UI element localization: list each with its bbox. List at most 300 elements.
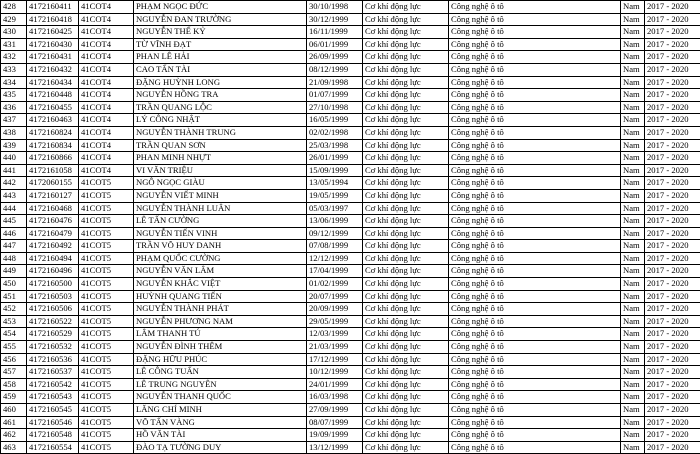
birth-date-cell: 30/10/1998	[307, 1, 363, 14]
course-period-cell: 2017 - 2020	[645, 139, 700, 152]
table-row	[1, 341, 700, 354]
full-name-cell: NGUYỄN VIẾT MINH	[134, 189, 307, 202]
full-name-cell: NGÔ NGỌC GIÀU	[134, 177, 307, 190]
full-name-cell: NGUYỄN ĐAN TRƯỜNG	[134, 13, 307, 26]
gender-cell: Nam	[621, 441, 645, 454]
row-number-cell: 455	[1, 341, 27, 354]
faculty-cell: Cơ khí động lực	[363, 164, 449, 177]
gender-cell: Nam	[621, 189, 645, 202]
gender-cell: Nam	[621, 114, 645, 127]
course-period-cell: 2017 - 2020	[645, 89, 700, 102]
gender-cell: Nam	[621, 328, 645, 341]
gender-cell: Nam	[621, 38, 645, 51]
faculty-cell: Cơ khí động lực	[363, 215, 449, 228]
birth-date-cell: 13/12/1999	[307, 441, 363, 454]
birth-date-cell: 08/07/1999	[307, 416, 363, 429]
class-code-cell: 41COT5	[79, 227, 134, 240]
table-row	[1, 416, 700, 429]
course-period-cell: 2017 - 2020	[645, 38, 700, 51]
major-cell: Công nghệ ô tô	[449, 139, 621, 152]
course-period-cell: 2017 - 2020	[645, 13, 700, 26]
gender-cell: Nam	[621, 202, 645, 215]
class-code-cell: 41COT5	[79, 290, 134, 303]
gender-cell: Nam	[621, 265, 645, 278]
row-number-cell: 431	[1, 38, 27, 51]
table-row	[1, 152, 700, 165]
table-row	[1, 429, 700, 442]
faculty-cell: Cơ khí động lực	[363, 1, 449, 14]
major-cell: Công nghệ ô tô	[449, 404, 621, 417]
table-row	[1, 139, 700, 152]
major-cell: Công nghệ ô tô	[449, 164, 621, 177]
course-period-cell: 2017 - 2020	[645, 177, 700, 190]
full-name-cell: NGUYỄN TIẾN VINH	[134, 227, 307, 240]
class-code-cell: 41COT5	[79, 441, 134, 454]
row-number-cell: 438	[1, 126, 27, 139]
full-name-cell: NGUYỄN THÀNH PHÁT	[134, 303, 307, 316]
row-number-cell: 457	[1, 366, 27, 379]
table-row	[1, 76, 700, 89]
class-code-cell: 41COT4	[79, 1, 134, 14]
class-code-cell: 41COT4	[79, 51, 134, 64]
faculty-cell: Cơ khí động lực	[363, 391, 449, 404]
student-id-cell: 4172160463	[27, 114, 79, 127]
course-period-cell: 2017 - 2020	[645, 404, 700, 417]
course-period-cell: 2017 - 2020	[645, 265, 700, 278]
table-row	[1, 290, 700, 303]
course-period-cell: 2017 - 2020	[645, 378, 700, 391]
birth-date-cell: 24/01/1999	[307, 378, 363, 391]
full-name-cell: ĐẶNG HỮU PHÚC	[134, 353, 307, 366]
row-number-cell: 450	[1, 278, 27, 291]
table-row	[1, 391, 700, 404]
major-cell: Công nghệ ô tô	[449, 366, 621, 379]
full-name-cell: NGUYỄN ĐÌNH THÊM	[134, 341, 307, 354]
student-id-cell: 4172160529	[27, 328, 79, 341]
table-row	[1, 114, 700, 127]
birth-date-cell: 05/03/1997	[307, 202, 363, 215]
birth-date-cell: 20/07/1999	[307, 290, 363, 303]
faculty-cell: Cơ khí động lực	[363, 13, 449, 26]
birth-date-cell: 15/09/1999	[307, 164, 363, 177]
course-period-cell: 2017 - 2020	[645, 51, 700, 64]
birth-date-cell: 16/11/1999	[307, 26, 363, 39]
birth-date-cell: 01/02/1999	[307, 278, 363, 291]
full-name-cell: NGUYỄN THẾ KỶ	[134, 26, 307, 39]
full-name-cell: LÊ CÔNG TUẤN	[134, 366, 307, 379]
table-row	[1, 328, 700, 341]
table-row	[1, 265, 700, 278]
full-name-cell: TỪ VĨNH ĐẠT	[134, 38, 307, 51]
course-period-cell: 2017 - 2020	[645, 227, 700, 240]
course-period-cell: 2017 - 2020	[645, 252, 700, 265]
class-code-cell: 41COT5	[79, 278, 134, 291]
major-cell: Công nghệ ô tô	[449, 416, 621, 429]
table-row	[1, 252, 700, 265]
row-number-cell: 440	[1, 152, 27, 165]
gender-cell: Nam	[621, 63, 645, 76]
row-number-cell: 458	[1, 378, 27, 391]
major-cell: Công nghệ ô tô	[449, 378, 621, 391]
student-id-cell: 4172160554	[27, 441, 79, 454]
table-row	[1, 164, 700, 177]
gender-cell: Nam	[621, 164, 645, 177]
major-cell: Công nghệ ô tô	[449, 101, 621, 114]
row-number-cell: 434	[1, 76, 27, 89]
class-code-cell: 41COT4	[79, 38, 134, 51]
gender-cell: Nam	[621, 315, 645, 328]
full-name-cell: HUỲNH QUANG TIẾN	[134, 290, 307, 303]
faculty-cell: Cơ khí động lực	[363, 126, 449, 139]
major-cell: Công nghệ ô tô	[449, 391, 621, 404]
full-name-cell: LÂM THANH TÚ	[134, 328, 307, 341]
class-code-cell: 41COT5	[79, 265, 134, 278]
row-number-cell: 441	[1, 164, 27, 177]
gender-cell: Nam	[621, 13, 645, 26]
birth-date-cell: 13/05/1994	[307, 177, 363, 190]
student-id-cell: 4172160425	[27, 26, 79, 39]
gender-cell: Nam	[621, 429, 645, 442]
row-number-cell: 460	[1, 404, 27, 417]
gender-cell: Nam	[621, 26, 645, 39]
faculty-cell: Cơ khí động lực	[363, 202, 449, 215]
row-number-cell: 445	[1, 215, 27, 228]
gender-cell: Nam	[621, 252, 645, 265]
gender-cell: Nam	[621, 215, 645, 228]
course-period-cell: 2017 - 2020	[645, 240, 700, 253]
major-cell: Công nghệ ô tô	[449, 76, 621, 89]
student-id-cell: 4172160468	[27, 202, 79, 215]
birth-date-cell: 21/03/1999	[307, 341, 363, 354]
row-number-cell: 439	[1, 139, 27, 152]
row-number-cell: 428	[1, 1, 27, 14]
faculty-cell: Cơ khí động lực	[363, 189, 449, 202]
class-code-cell: 41COT5	[79, 315, 134, 328]
course-period-cell: 2017 - 2020	[645, 76, 700, 89]
row-number-cell: 453	[1, 315, 27, 328]
student-id-cell: 4172160431	[27, 51, 79, 64]
table-row	[1, 189, 700, 202]
student-id-cell: 4172160448	[27, 89, 79, 102]
faculty-cell: Cơ khí động lực	[363, 252, 449, 265]
student-id-cell: 4172160418	[27, 13, 79, 26]
gender-cell: Nam	[621, 152, 645, 165]
course-period-cell: 2017 - 2020	[645, 63, 700, 76]
faculty-cell: Cơ khí động lực	[363, 114, 449, 127]
class-code-cell: 41COT5	[79, 366, 134, 379]
student-id-cell: 4172160500	[27, 278, 79, 291]
student-rows	[1, 1, 700, 454]
faculty-cell: Cơ khí động lực	[363, 240, 449, 253]
birth-date-cell: 29/05/1999	[307, 315, 363, 328]
course-period-cell: 2017 - 2020	[645, 215, 700, 228]
major-cell: Công nghệ ô tô	[449, 227, 621, 240]
course-period-cell: 2017 - 2020	[645, 101, 700, 114]
full-name-cell: VÕ TẤN VÀNG	[134, 416, 307, 429]
table-row	[1, 366, 700, 379]
faculty-cell: Cơ khí động lực	[363, 101, 449, 114]
student-id-cell: 4172160824	[27, 126, 79, 139]
gender-cell: Nam	[621, 177, 645, 190]
table-row	[1, 1, 700, 14]
faculty-cell: Cơ khí động lực	[363, 315, 449, 328]
row-number-cell: 449	[1, 265, 27, 278]
gender-cell: Nam	[621, 404, 645, 417]
major-cell: Công nghệ ô tô	[449, 353, 621, 366]
class-code-cell: 41COT5	[79, 391, 134, 404]
class-code-cell: 41COT4	[79, 101, 134, 114]
major-cell: Công nghệ ô tô	[449, 13, 621, 26]
full-name-cell: PHẠM NGỌC ĐỨC	[134, 1, 307, 14]
class-code-cell: 41COT4	[79, 139, 134, 152]
student-id-cell: 4172160536	[27, 353, 79, 366]
class-code-cell: 41COT5	[79, 202, 134, 215]
gender-cell: Nam	[621, 126, 645, 139]
major-cell: Công nghệ ô tô	[449, 51, 621, 64]
major-cell: Công nghệ ô tô	[449, 215, 621, 228]
faculty-cell: Cơ khí động lực	[363, 26, 449, 39]
course-period-cell: 2017 - 2020	[645, 315, 700, 328]
birth-date-cell: 08/12/1999	[307, 63, 363, 76]
faculty-cell: Cơ khí động lực	[363, 303, 449, 316]
major-cell: Công nghệ ô tô	[449, 290, 621, 303]
row-number-cell: 461	[1, 416, 27, 429]
major-cell: Công nghệ ô tô	[449, 38, 621, 51]
gender-cell: Nam	[621, 240, 645, 253]
birth-date-cell: 17/04/1999	[307, 265, 363, 278]
student-id-cell: 4172160476	[27, 215, 79, 228]
major-cell: Công nghệ ô tô	[449, 265, 621, 278]
student-id-cell: 4172160834	[27, 139, 79, 152]
class-code-cell: 41COT4	[79, 164, 134, 177]
major-cell: Công nghệ ô tô	[449, 63, 621, 76]
full-name-cell: TRẦN QUAN SƠN	[134, 139, 307, 152]
course-period-cell: 2017 - 2020	[645, 202, 700, 215]
row-number-cell: 444	[1, 202, 27, 215]
gender-cell: Nam	[621, 341, 645, 354]
faculty-cell: Cơ khí động lực	[363, 404, 449, 417]
course-period-cell: 2017 - 2020	[645, 353, 700, 366]
major-cell: Công nghệ ô tô	[449, 303, 621, 316]
faculty-cell: Cơ khí động lực	[363, 227, 449, 240]
birth-date-cell: 30/12/1999	[307, 13, 363, 26]
student-id-cell: 4172160532	[27, 341, 79, 354]
birth-date-cell: 12/03/1999	[307, 328, 363, 341]
birth-date-cell: 27/10/1998	[307, 101, 363, 114]
gender-cell: Nam	[621, 1, 645, 14]
student-id-cell: 4172160496	[27, 265, 79, 278]
major-cell: Công nghệ ô tô	[449, 328, 621, 341]
full-name-cell: LÝ CÔNG NHẬT	[134, 114, 307, 127]
course-period-cell: 2017 - 2020	[645, 391, 700, 404]
table-row	[1, 177, 700, 190]
major-cell: Công nghệ ô tô	[449, 126, 621, 139]
course-period-cell: 2017 - 2020	[645, 328, 700, 341]
gender-cell: Nam	[621, 366, 645, 379]
major-cell: Công nghệ ô tô	[449, 240, 621, 253]
full-name-cell: TRẦN QUANG LỘC	[134, 101, 307, 114]
student-id-cell: 4172160430	[27, 38, 79, 51]
full-name-cell: NGUYỄN PHƯƠNG NAM	[134, 315, 307, 328]
major-cell: Công nghệ ô tô	[449, 315, 621, 328]
birth-date-cell: 19/09/1999	[307, 429, 363, 442]
row-number-cell: 430	[1, 26, 27, 39]
class-code-cell: 41COT5	[79, 328, 134, 341]
student-id-cell: 4172160503	[27, 290, 79, 303]
major-cell: Công nghệ ô tô	[449, 252, 621, 265]
student-id-cell: 4172160545	[27, 404, 79, 417]
gender-cell: Nam	[621, 391, 645, 404]
gender-cell: Nam	[621, 76, 645, 89]
row-number-cell: 437	[1, 114, 27, 127]
birth-date-cell: 01/07/1999	[307, 89, 363, 102]
full-name-cell: PHẠM QUỐC CƯỜNG	[134, 252, 307, 265]
course-period-cell: 2017 - 2020	[645, 416, 700, 429]
birth-date-cell: 06/01/1999	[307, 38, 363, 51]
full-name-cell: LÊ TẤN CƯỜNG	[134, 215, 307, 228]
faculty-cell: Cơ khí động lực	[363, 378, 449, 391]
row-number-cell: 446	[1, 227, 27, 240]
full-name-cell: HỒ VĂN TÀI	[134, 429, 307, 442]
faculty-cell: Cơ khí động lực	[363, 51, 449, 64]
student-id-cell: 4172160492	[27, 240, 79, 253]
faculty-cell: Cơ khí động lực	[363, 328, 449, 341]
major-cell: Công nghệ ô tô	[449, 441, 621, 454]
birth-date-cell: 26/01/1999	[307, 152, 363, 165]
table-row	[1, 227, 700, 240]
table-row	[1, 353, 700, 366]
student-id-cell: 4172160494	[27, 252, 79, 265]
class-code-cell: 41COT5	[79, 404, 134, 417]
table-row	[1, 404, 700, 417]
gender-cell: Nam	[621, 290, 645, 303]
full-name-cell: NGUYỄN THÀNH TRUNG	[134, 126, 307, 139]
faculty-cell: Cơ khí động lực	[363, 38, 449, 51]
faculty-cell: Cơ khí động lực	[363, 353, 449, 366]
birth-date-cell: 16/03/1998	[307, 391, 363, 404]
table-row	[1, 126, 700, 139]
gender-cell: Nam	[621, 101, 645, 114]
row-number-cell: 443	[1, 189, 27, 202]
faculty-cell: Cơ khí động lực	[363, 63, 449, 76]
birth-date-cell: 09/12/1999	[307, 227, 363, 240]
faculty-cell: Cơ khí động lực	[363, 177, 449, 190]
birth-date-cell: 16/05/1999	[307, 114, 363, 127]
class-code-cell: 41COT5	[79, 341, 134, 354]
class-code-cell: 41COT4	[79, 76, 134, 89]
course-period-cell: 2017 - 2020	[645, 164, 700, 177]
table-row	[1, 38, 700, 51]
birth-date-cell: 25/03/1998	[307, 139, 363, 152]
gender-cell: Nam	[621, 278, 645, 291]
table-row	[1, 101, 700, 114]
major-cell: Công nghệ ô tô	[449, 26, 621, 39]
student-id-cell: 4172160479	[27, 227, 79, 240]
full-name-cell: CAO TẤN TÀI	[134, 63, 307, 76]
full-name-cell: ĐẶNG HUỲNH LONG	[134, 76, 307, 89]
row-number-cell: 447	[1, 240, 27, 253]
full-name-cell: NGUYỄN THÀNH LUÂN	[134, 202, 307, 215]
birth-date-cell: 10/12/1999	[307, 366, 363, 379]
student-id-cell: 4172160434	[27, 76, 79, 89]
full-name-cell: LĂNG CHÍ MINH	[134, 404, 307, 417]
birth-date-cell: 02/02/1998	[307, 126, 363, 139]
class-code-cell: 41COT5	[79, 252, 134, 265]
class-code-cell: 41COT4	[79, 63, 134, 76]
row-number-cell: 433	[1, 63, 27, 76]
birth-date-cell: 13/06/1999	[307, 215, 363, 228]
course-period-cell: 2017 - 2020	[645, 341, 700, 354]
course-period-cell: 2017 - 2020	[645, 126, 700, 139]
row-number-cell: 442	[1, 177, 27, 190]
student-id-cell: 4172160127	[27, 189, 79, 202]
faculty-cell: Cơ khí động lực	[363, 152, 449, 165]
full-name-cell: NGUYỄN VĂN LÂM	[134, 265, 307, 278]
major-cell: Công nghệ ô tô	[449, 152, 621, 165]
faculty-cell: Cơ khí động lực	[363, 341, 449, 354]
course-period-cell: 2017 - 2020	[645, 429, 700, 442]
table-row	[1, 315, 700, 328]
row-number-cell: 436	[1, 101, 27, 114]
gender-cell: Nam	[621, 303, 645, 316]
birth-date-cell: 21/09/1998	[307, 76, 363, 89]
class-code-cell: 41COT4	[79, 13, 134, 26]
gender-cell: Nam	[621, 139, 645, 152]
class-code-cell: 41COT5	[79, 215, 134, 228]
faculty-cell: Cơ khí động lực	[363, 76, 449, 89]
birth-date-cell: 20/09/1999	[307, 303, 363, 316]
birth-date-cell: 07/08/1999	[307, 240, 363, 253]
full-name-cell: LÊ TRUNG NGUYÊN	[134, 378, 307, 391]
gender-cell: Nam	[621, 378, 645, 391]
row-number-cell: 429	[1, 13, 27, 26]
table-row	[1, 26, 700, 39]
class-code-cell: 41COT5	[79, 177, 134, 190]
birth-date-cell: 19/05/1999	[307, 189, 363, 202]
full-name-cell: PHAN LÊ HẢI	[134, 51, 307, 64]
gender-cell: Nam	[621, 227, 645, 240]
faculty-cell: Cơ khí động lực	[363, 290, 449, 303]
faculty-cell: Cơ khí động lực	[363, 139, 449, 152]
major-cell: Công nghệ ô tô	[449, 1, 621, 14]
course-period-cell: 2017 - 2020	[645, 26, 700, 39]
student-id-cell: 4172160522	[27, 315, 79, 328]
course-period-cell: 2017 - 2020	[645, 278, 700, 291]
class-code-cell: 41COT4	[79, 126, 134, 139]
full-name-cell: VI VĂN TRIỆU	[134, 164, 307, 177]
major-cell: Công nghệ ô tô	[449, 177, 621, 190]
major-cell: Công nghệ ô tô	[449, 278, 621, 291]
major-cell: Công nghệ ô tô	[449, 89, 621, 102]
course-period-cell: 2017 - 2020	[645, 152, 700, 165]
gender-cell: Nam	[621, 89, 645, 102]
class-code-cell: 41COT5	[79, 429, 134, 442]
row-number-cell: 462	[1, 429, 27, 442]
course-period-cell: 2017 - 2020	[645, 290, 700, 303]
class-code-cell: 41COT4	[79, 152, 134, 165]
student-id-cell: 4172160506	[27, 303, 79, 316]
faculty-cell: Cơ khí động lực	[363, 265, 449, 278]
course-period-cell: 2017 - 2020	[645, 114, 700, 127]
faculty-cell: Cơ khí động lực	[363, 89, 449, 102]
major-cell: Công nghệ ô tô	[449, 202, 621, 215]
table-row	[1, 303, 700, 316]
full-name-cell: ĐÀO TẠ TƯỜNG DUY	[134, 441, 307, 454]
birth-date-cell: 27/09/1999	[307, 404, 363, 417]
row-number-cell: 454	[1, 328, 27, 341]
row-number-cell: 435	[1, 89, 27, 102]
class-code-cell: 41COT5	[79, 240, 134, 253]
